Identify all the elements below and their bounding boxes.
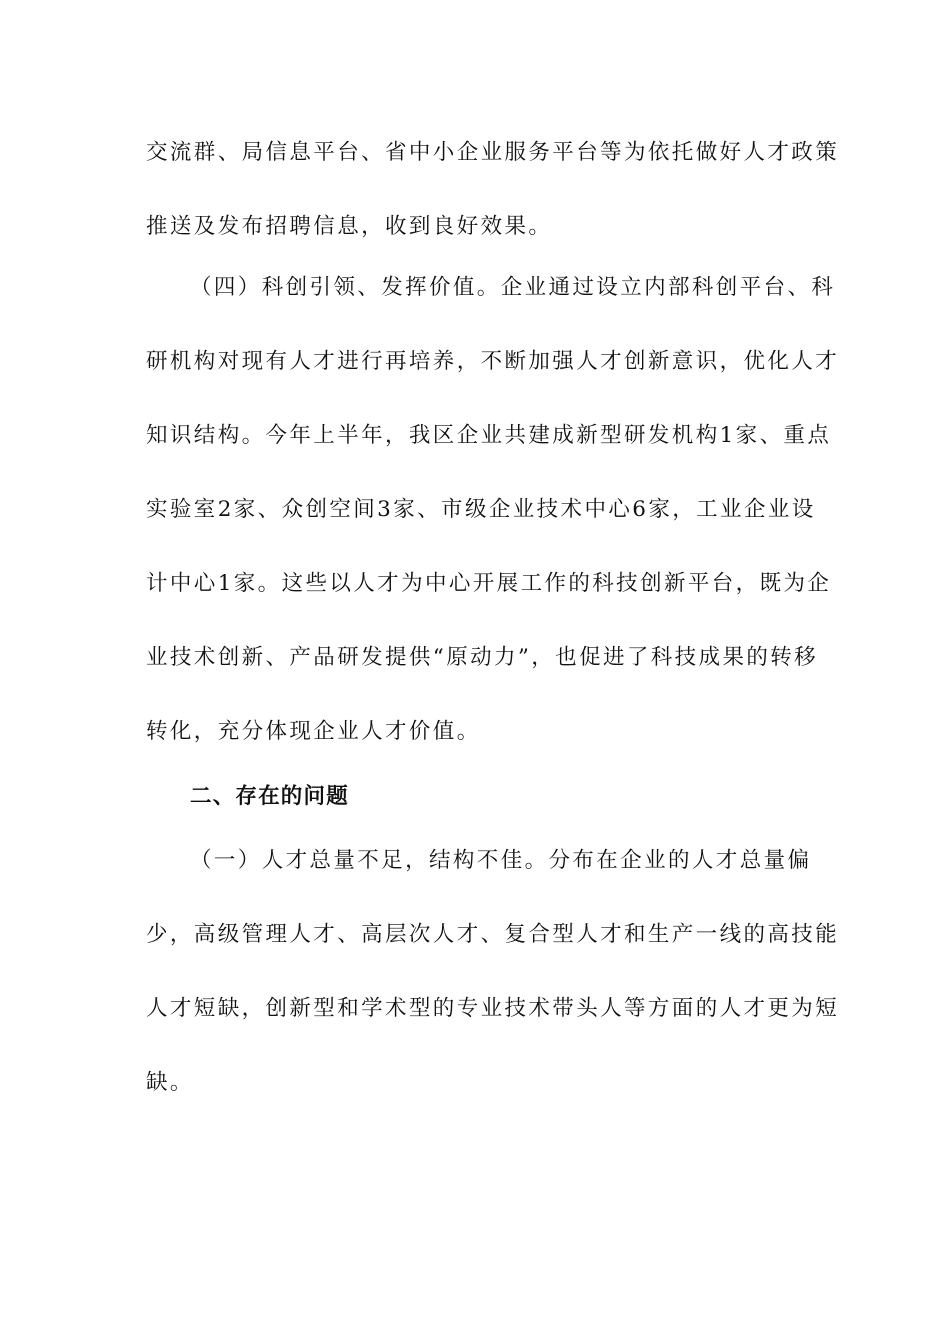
- paragraph-line: 推送及发布招聘信息，收到良好效果。: [146, 214, 553, 239]
- paragraph-line: 交流群、局信息平台、省中小企业服务平台等为依托做好人才政策: [146, 140, 840, 165]
- section-paragraph-start-line: （四）科创引领、发挥价值。企业通过设立内部科创平台、科: [190, 275, 836, 300]
- paragraph-line: 实验室2家、众创空间3家、市级企业技术中心6家，工业企业设: [146, 497, 816, 522]
- paragraph-line: 知识结构。今年上半年，我区企业共建成新型研发机构1家、重点: [146, 423, 832, 448]
- section-heading: 二、存在的问题: [190, 784, 349, 809]
- paragraph-line: 计中心1家。这些以人才为中心开展工作的科技创新平台，既为企: [146, 571, 832, 596]
- paragraph-line: 缺。: [146, 1070, 194, 1095]
- paragraph-line: 研机构对现有人才进行再培养，不断加强人才创新意识，优化人才: [146, 349, 840, 374]
- section-paragraph-start-line: （一）人才总量不足，结构不佳。分布在企业的人才总量偏: [190, 848, 812, 873]
- paragraph-line: 转化，充分体现企业人才价值。: [146, 719, 481, 744]
- paragraph-line: 少，高级管理人才、高层次人才、复合型人才和生产一线的高技能: [146, 922, 840, 947]
- paragraph-line: 人才短缺，创新型和学术型的专业技术带头人等方面的人才更为短: [146, 996, 840, 1021]
- paragraph-line: 业技术创新、产品研发提供“原动力”，也促进了科技成果的转移: [146, 645, 819, 670]
